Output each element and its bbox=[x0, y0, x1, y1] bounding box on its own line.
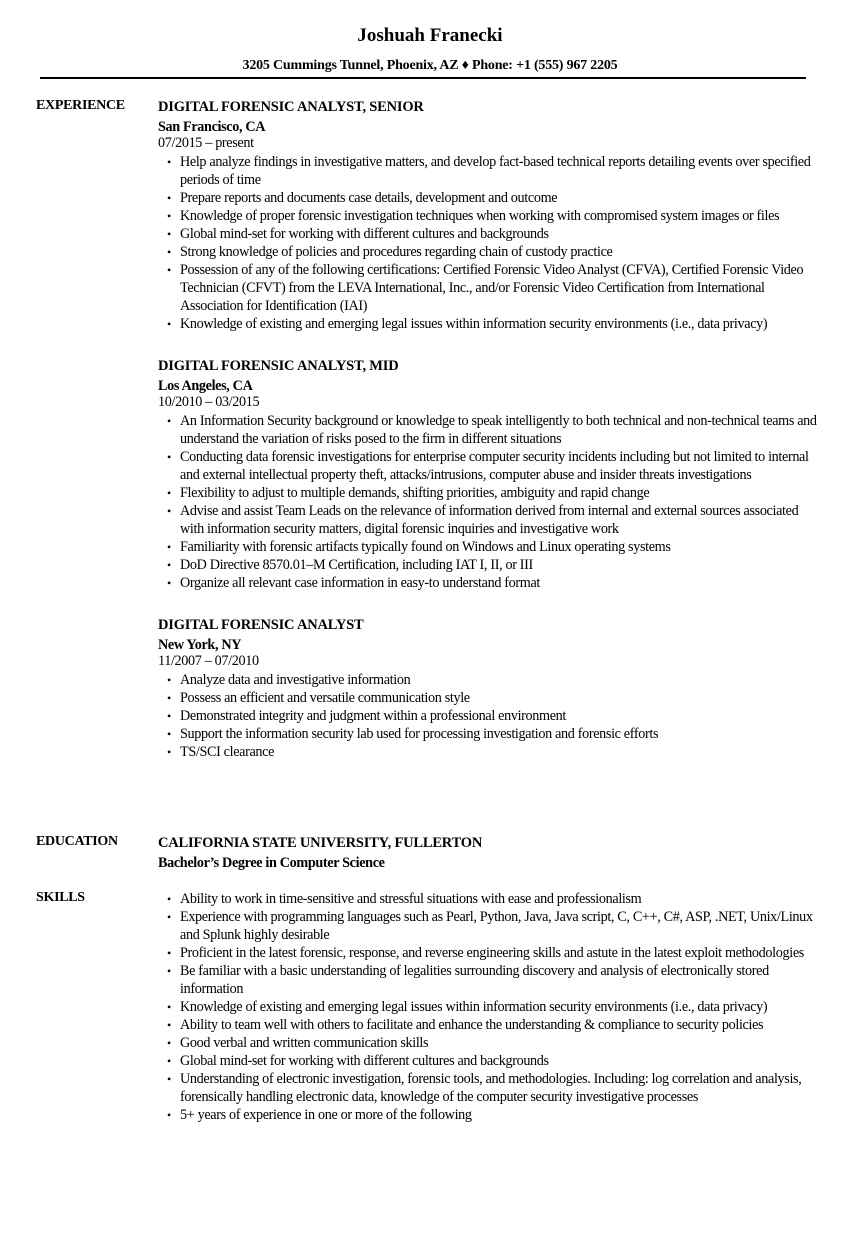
skill-item: • Understanding of electronic investigation, forensic tools, and methodologies. Including: log correlation and analysis, forensically handling electronic data, knowledge of the computer security investigative processes bbox=[180, 1070, 818, 1106]
bullet-item: • Knowledge of proper forensic investigation techniques when working with compromised system images or files bbox=[180, 207, 818, 225]
skill-item: • Be familiar with a basic understanding of legalities surrounding discovery and analysis of electronically stored information bbox=[180, 962, 818, 998]
skill-item: • Proficient in the latest forensic, response, and reverse engineering skills and astute in the latest exploit methodologies bbox=[180, 944, 818, 962]
job-entry bbox=[158, 616, 818, 761]
bullet-item: • Strong knowledge of policies and procedures regarding chain of custody practice bbox=[180, 243, 818, 261]
bullet-item: • An Information Security background or knowledge to speak intelligently to both technical and non-technical teams and understand the variation of risks posed to the firm in different situations bbox=[180, 412, 818, 448]
skill-item: • Ability to team well with others to facilitate and enhance the understanding & compliance to security policies bbox=[180, 1016, 818, 1034]
skill-item: • Global mind-set for working with different cultures and backgrounds bbox=[180, 1052, 818, 1070]
job-entry bbox=[158, 357, 818, 592]
job-title: DIGITAL FORENSIC ANALYST, SENIOR bbox=[158, 99, 424, 115]
bullet-item: • Possession of any of the following certifications: Certified Forensic Video Analyst (CFVA), Certified Forensic Video Technician (CFVT) from the LEVA International, Inc., and/or Forensic Video Certification from International Association for Identification (IAI) bbox=[180, 261, 818, 315]
bullet-item: • Knowledge of existing and emerging legal issues within information security environments (i.e., data privacy) bbox=[180, 315, 818, 333]
bullet-item: • Prepare reports and documents case details, development and outcome bbox=[180, 189, 818, 207]
bullet-item: • Flexibility to adjust to multiple demands, shifting priorities, ambiguity and rapid change bbox=[180, 484, 818, 502]
job-bullets bbox=[158, 153, 818, 333]
skill-item: • 5+ years of experience in one or more of the following bbox=[180, 1106, 818, 1124]
bullet-item: • Organize all relevant case information in easy-to understand format bbox=[180, 574, 818, 592]
job-location: New York, NY bbox=[158, 637, 242, 653]
job-dates: 07/2015 – present bbox=[158, 135, 254, 151]
bullet-item: • TS/SCI clearance bbox=[180, 743, 818, 761]
header-divider bbox=[40, 77, 806, 79]
skill-item: • Good verbal and written communication skills bbox=[180, 1034, 818, 1052]
bullet-item: • Demonstrated integrity and judgment within a professional environment bbox=[180, 707, 818, 725]
job-location: San Francisco, CA bbox=[158, 119, 266, 135]
bullet-item: • Help analyze findings in investigative matters, and develop fact-based technical reports detailing events over specified periods of time bbox=[180, 153, 818, 189]
job-title: DIGITAL FORENSIC ANALYST, MID bbox=[158, 358, 399, 374]
bullet-item: • Possess an efficient and versatile communication style bbox=[180, 689, 818, 707]
degree: Bachelor’s Degree in Computer Science bbox=[158, 855, 385, 871]
skill-item: • Ability to work in time-sensitive and stressful situations with ease and professionalism bbox=[180, 890, 818, 908]
experience-jobs bbox=[158, 98, 818, 785]
section-label-skills: SKILLS bbox=[36, 890, 85, 905]
job-bullets bbox=[158, 412, 818, 592]
school-name: CALIFORNIA STATE UNIVERSITY, FULLERTON bbox=[158, 835, 483, 851]
job-title: DIGITAL FORENSIC ANALYST bbox=[158, 617, 364, 633]
job-bullets bbox=[158, 671, 818, 761]
job-dates: 11/2007 – 07/2010 bbox=[158, 653, 259, 669]
job-location: Los Angeles, CA bbox=[158, 378, 253, 394]
bullet-item: • Analyze data and investigative information bbox=[180, 671, 818, 689]
section-label-education: EDUCATION bbox=[36, 834, 118, 849]
bullet-item: • Global mind-set for working with different cultures and backgrounds bbox=[180, 225, 818, 243]
bullet-item: • Support the information security lab used for processing investigation and forensic efforts bbox=[180, 725, 818, 743]
skill-item: • Experience with programming languages such as Pearl, Python, Java, Java script, C, C++, C#, ASP, .NET, Unix/Linux and Splunk highly desirable bbox=[180, 908, 818, 944]
bullet-item: • DoD Directive 8570.01–M Certification, including IAT I, II, or III bbox=[180, 556, 818, 574]
job-dates: 10/2010 – 03/2015 bbox=[158, 394, 260, 410]
job-entry bbox=[158, 98, 818, 333]
skills-list bbox=[158, 890, 818, 1124]
contact-info: 3205 Cummings Tunnel, Phoenix, AZ ♦ Phone: +1 (555) 967 2205 bbox=[242, 58, 618, 73]
bullet-item: • Conducting data forensic investigations for enterprise computer security incidents including but not limited to internal and external intellectual property theft, attacks/intrusions, computer abuse and insider threats investigations bbox=[180, 448, 818, 484]
skill-item: • Knowledge of existing and emerging legal issues within information security environments (i.e., data privacy) bbox=[180, 998, 818, 1016]
candidate-name: Joshuah Franecki bbox=[357, 25, 503, 46]
section-label-experience: EXPERIENCE bbox=[36, 98, 125, 113]
bullet-item: • Advise and assist Team Leads on the relevance of information derived from internal and external sources associated with information security matters, digital forensic inquiries and investigative work bbox=[180, 502, 818, 538]
bullet-item: • Familiarity with forensic artifacts typically found on Windows and Linux operating systems bbox=[180, 538, 818, 556]
